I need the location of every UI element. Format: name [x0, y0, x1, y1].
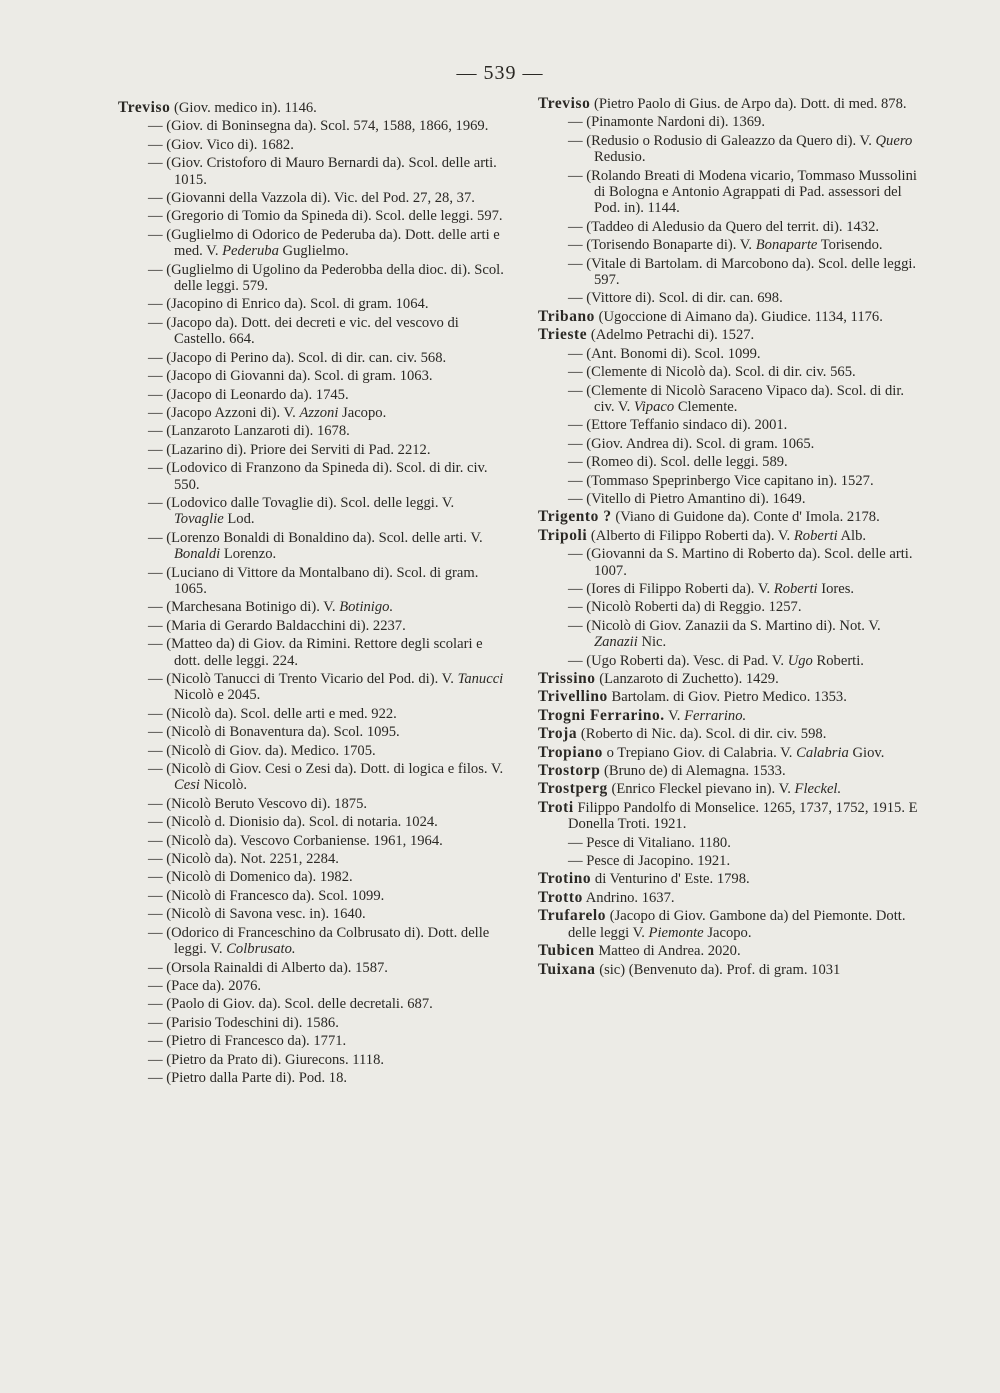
entry-text: — (Nicolò Roberti da) di Reggio. 1257.: [568, 599, 802, 616]
entry-text: — (Giovanni da S. Martino di Roberto da). Scol. delle arti. 1007.: [568, 546, 913, 579]
headword: Tropiano: [538, 743, 603, 761]
entry-text: — (Jacopo di Perino da). Scol. di dir. can. civ. 568.: [148, 349, 447, 366]
entry-text: — (Giov. di Boninsegna da). Scol. 574, 1588, 1866, 1969.: [148, 118, 489, 135]
entry-text-after: Torisendo.: [820, 237, 883, 254]
entry-text: (Adelmo Petrachi di). 1527.: [590, 327, 755, 344]
entry-subline: [118, 350, 506, 366]
entry-text-after: Nic.: [641, 634, 667, 651]
entry-headword-line: [538, 96, 928, 112]
headword: Trostperg: [538, 780, 608, 798]
entry-subline: [118, 618, 506, 634]
headword: Treviso: [118, 99, 171, 116]
headword: Treviso: [538, 95, 591, 112]
entry-text: — (Rolando Breati di Modena vicario, Tommaso Mussolini di Bologna e Antonio Agrappati di Pad. assessori del Pod. in). 1144.: [568, 167, 917, 217]
entry-headword-line: [538, 962, 928, 978]
entry-subline: [118, 227, 506, 260]
headword: Trostorp: [538, 762, 601, 780]
entry-headword-line: [538, 745, 928, 761]
cross-reference: Bonaparte: [755, 237, 818, 254]
entry-text: (sic) (Benvenuto da). Prof. di gram. 1031: [599, 961, 841, 978]
entry-text: — (Clemente di Nicolò da). Scol. di dir. civ. 565.: [568, 364, 856, 381]
entry-subline: [538, 853, 928, 869]
entry-text: — (Nicolò da). Vescovo Corbaniense. 1961, 1964.: [148, 832, 443, 849]
entry-text-after: Jacopo.: [342, 404, 387, 421]
entry-subline: [118, 1052, 506, 1068]
entry-subline: [118, 599, 506, 615]
entry-subline: [118, 761, 506, 794]
entry-headword-line: [538, 943, 928, 959]
entry-text-after: Nicolò e 2045.: [174, 687, 261, 704]
entry-text: — (Taddeo di Aledusio da Quero del territ. di). 1432.: [568, 218, 880, 235]
entry-subline: [118, 724, 506, 740]
entry-subline: [118, 530, 506, 563]
entry-headword-line: [538, 327, 928, 343]
entry-subline: [538, 219, 928, 235]
entry-text: — (Maria di Gerardo Baldacchini di). 2237.: [148, 617, 406, 634]
left-column: [118, 98, 506, 1088]
entry-text: — Pesce di Jacopino. 1921.: [568, 853, 731, 870]
entry-text: — (Odorico di Franceschino da Colbrusato di). Dott. delle leggi. V.: [148, 924, 490, 958]
entry-subline: [118, 1033, 506, 1049]
right-column: [538, 94, 928, 980]
entry-text: Andrino. 1637.: [585, 889, 675, 906]
entry-text: — (Jacopo di Giovanni da). Scol. di gram. 1063.: [148, 368, 433, 385]
entry-headword-line: [538, 708, 928, 724]
entry-text: (Lanzaroto di Zuchetto). 1429.: [599, 671, 779, 687]
entry-subline: [118, 368, 506, 384]
entry-headword-line: [118, 100, 506, 116]
entry-subline: [118, 423, 506, 439]
entry-text: — (Nicolò di Francesco da). Scol. 1099.: [148, 887, 385, 904]
headword: Tribano: [538, 307, 595, 325]
cross-reference: Roberti: [773, 580, 818, 597]
entry-text: — Pesce di Vitaliano. 1180.: [568, 834, 731, 851]
entry-text: — (Orsola Rainaldi di Alberto da). 1587.: [148, 959, 388, 976]
entry-text: — (Nicolò di Domenico da). 1982.: [148, 869, 353, 886]
entry-text: — (Redusio o Rodusio di Galeazzo da Quero di). V.: [568, 132, 872, 149]
entry-text: — (Jacopino di Enrico da). Scol. di gram. 1064.: [148, 296, 429, 313]
entry-text: — (Jacopo di Leonardo da). 1745.: [148, 386, 349, 403]
cross-reference: Ugo: [787, 652, 813, 669]
cross-reference: Vipaco: [633, 398, 675, 415]
entry-text: — (Paolo di Giov. da). Scol. delle decretali. 687.: [148, 996, 433, 1013]
cross-reference: Cesi: [174, 777, 200, 794]
cross-reference: Quero: [875, 132, 913, 149]
entry-headword-line: [538, 800, 928, 833]
entry-subline: [118, 495, 506, 528]
entry-text: — (Nicolò Beruto Vescovo di). 1875.: [148, 795, 368, 812]
entry-subline: [538, 256, 928, 289]
entry-text: — (Marchesana Botinigo di). V.: [148, 599, 336, 616]
entry-text: — (Jacopo Azzoni di). V.: [148, 404, 296, 421]
entry-subline: [118, 262, 506, 295]
entry-subline: [118, 405, 506, 421]
entry-text-after: Giov.: [852, 744, 885, 761]
cross-reference: Azzoni: [299, 404, 339, 421]
entry-subline: [538, 114, 928, 130]
entry-text: — (Lazarino di). Priore dei Serviti di Pad. 2212.: [148, 441, 431, 458]
entry-subline: [538, 546, 928, 579]
entry-text: — (Guglielmo di Ugolino da Pederobba della dioc. di). Scol. delle leggi. 579.: [148, 261, 504, 295]
entry-text-after: Iores.: [821, 580, 855, 597]
entry-text: — (Lorenzo Bonaldi di Bonaldino da). Scol. delle arti. V.: [148, 529, 483, 546]
headword: Trigento ?: [538, 508, 612, 526]
entry-text: — (Iores di Filippo Roberti da). V.: [568, 580, 771, 597]
entry-text: — (Matteo da) di Giov. da Rimini. Rettore degli scolari e dott. delle leggi. 224.: [148, 636, 483, 669]
entry-subline: [118, 387, 506, 403]
entry-text-after: Nicolò.: [203, 777, 247, 794]
entry-headword-line: [538, 781, 928, 797]
entry-text: — (Nicolò di Giov. da). Medico. 1705.: [148, 742, 376, 759]
headword: Troti: [538, 798, 574, 816]
entry-subline: [118, 706, 506, 722]
entry-text: — (Nicolò Tanucci di Trento Vicario del Pod. di). V.: [148, 671, 454, 687]
entry-subline: [118, 442, 506, 458]
entry-subline: [118, 960, 506, 976]
entry-text: — (Vitello di Pietro Amantino di). 1649.: [568, 490, 806, 507]
entry-text: — (Lodovico di Franzono da Spineda di). Scol. di dir. civ. 550.: [148, 460, 488, 493]
entry-text: — (Nicolò d. Dionisio da). Scol. di notaria. 1024.: [148, 814, 438, 831]
entry-text: (Alberto di Filippo Roberti da). V.: [590, 527, 791, 544]
entry-subline: [118, 925, 506, 958]
entry-text: — (Ettore Teffanio sindaco di). 2001.: [568, 417, 788, 434]
entry-headword-line: [538, 871, 928, 887]
entry-subline: [538, 364, 928, 380]
entry-text: — (Nicolò di Giov. Zanazii da S. Martino di). Not. V.: [568, 617, 881, 634]
entry-subline: [118, 996, 506, 1012]
entry-text: — (Pietro di Francesco da). 1771.: [148, 1033, 347, 1050]
page-number: — 539 —: [456, 62, 544, 84]
entry-subline: [538, 599, 928, 615]
headword: Tripoli: [538, 526, 588, 544]
entry-subline: [118, 833, 506, 849]
entry-text: (Pietro Paolo di Gius. de Arpo da). Dott. di med. 878.: [594, 96, 907, 112]
entry-subline: [118, 888, 506, 904]
entry-text-after: Guglielmo.: [282, 243, 349, 260]
entry-text: — (Giov. Andrea di). Scol. di gram. 1065.: [568, 435, 815, 452]
entry-text: (Roberto di Nic. da). Scol. di dir. civ. 598.: [580, 726, 827, 743]
entry-text: — (Nicolò di Bonaventura da). Scol. 1095.: [148, 724, 400, 741]
entry-headword-line: [538, 671, 928, 687]
entry-text: — (Luciano di Vittore da Montalbano di). Scol. di gram. 1065.: [148, 564, 479, 597]
entry-text: o Trepiano Giov. di Calabria. V.: [606, 744, 793, 761]
entry-subline: [538, 835, 928, 851]
entry-text: — (Vitale di Bartolam. di Marcobono da). Scol. delle leggi. 597.: [568, 255, 917, 289]
cross-reference: Piemonte: [648, 924, 704, 941]
entry-text-after: Jacopo.: [707, 924, 752, 941]
entry-subline: [118, 869, 506, 885]
entry-subline: [538, 473, 928, 489]
entry-text: — (Gregorio di Tomio da Spineda di). Scol. delle leggi. 597.: [148, 208, 503, 225]
entry-text: — (Romeo di). Scol. delle leggi. 589.: [568, 454, 788, 471]
entry-text: — (Nicolò di Giov. Cesi o Zesi da). Dott. di logica e filos. V.: [148, 761, 504, 778]
entry-text: Matteo di Andrea. 2020.: [598, 943, 741, 960]
entry-subline: [538, 383, 928, 416]
entry-subline: [538, 454, 928, 470]
entry-text: — (Pietro dalla Parte di). Pod. 18.: [148, 1069, 348, 1086]
entry-text: — (Pietro da Prato di). Giurecons. 1118.: [148, 1051, 385, 1068]
headword: Trissino: [538, 670, 596, 687]
entry-subline: [538, 168, 928, 217]
entry-headword-line: [538, 726, 928, 742]
entry-subline: [118, 296, 506, 312]
cross-reference: Ferrarino.: [684, 707, 747, 724]
entry-subline: [118, 137, 506, 153]
headword: Tuixana: [538, 960, 596, 978]
headword: Trotino: [538, 870, 592, 888]
entry-text: (Viano di Guidone da). Conte d' Imola. 2178.: [615, 509, 880, 526]
entry-text: di Venturino d' Este. 1798.: [594, 871, 750, 888]
entry-subline: [118, 814, 506, 830]
cross-reference: Tanucci: [457, 671, 504, 687]
entry-subline: [538, 436, 928, 452]
entry-text: — (Nicolò di Savona vesc. in). 1640.: [148, 906, 366, 923]
headword: Trotto: [538, 888, 583, 906]
cross-reference: Bonaldi: [174, 546, 221, 563]
entry-subline: [118, 208, 506, 224]
entry-subline: [538, 290, 928, 306]
entry-headword-line: [538, 509, 928, 525]
entry-subline: [118, 978, 506, 994]
entry-text: — (Parisio Todeschini di). 1586.: [148, 1014, 339, 1031]
headword: Tubicen: [538, 942, 595, 960]
entry-subline: [118, 460, 506, 493]
entry-subline: [538, 491, 928, 507]
entry-subline: [118, 1070, 506, 1086]
cross-reference: Tovaglie: [174, 511, 224, 528]
entry-headword-line: [538, 309, 928, 325]
entry-text: — (Pace da). 2076.: [148, 977, 262, 994]
entry-text: — (Pinamonte Nardoni di). 1369.: [568, 114, 765, 131]
entry-text: Bartolam. di Giov. Pietro Medico. 1353.: [611, 689, 847, 706]
entry-subline: [118, 190, 506, 206]
entry-text: — (Ant. Bonomi di). Scol. 1099.: [568, 345, 761, 362]
entry-subline: [118, 315, 506, 348]
entry-text-after: Redusio.: [594, 149, 646, 166]
entry-text: — (Guglielmo di Odorico de Pederuba da). Dott. delle arti e med. V.: [148, 226, 500, 260]
entry-subline: [118, 851, 506, 867]
entry-headword-line: [538, 689, 928, 705]
entry-text-after: Roberti.: [816, 652, 864, 669]
entry-subline: [538, 581, 928, 597]
entry-text-after: Alb.: [840, 527, 867, 544]
cross-reference: Botinigo.: [339, 599, 394, 616]
cross-reference: Pederuba: [222, 243, 279, 260]
entry-text-after: Lod.: [227, 511, 255, 528]
entry-text: (Bruno de) di Alemagna. 1533.: [604, 763, 786, 780]
entry-headword-line: [538, 908, 928, 941]
entry-text: (Giov. medico in). 1146.: [174, 100, 317, 116]
headword: Trivellino: [538, 688, 608, 706]
entry-subline: [118, 565, 506, 598]
cross-reference: Zanazii: [594, 634, 638, 651]
entry-text: — (Ugo Roberti da). Vesc. di Pad. V.: [568, 652, 785, 669]
entry-text: V.: [668, 707, 681, 724]
entry-headword-line: [538, 528, 928, 544]
entry-subline: [538, 618, 928, 651]
entry-text: — (Giov. Cristoforo di Mauro Bernardi da). Scol. delle arti. 1015.: [148, 155, 497, 188]
entry-subline: [538, 653, 928, 669]
entry-subline: [118, 155, 506, 188]
cross-reference: Colbrusato.: [226, 941, 296, 958]
entry-subline: [538, 417, 928, 433]
entry-text: — (Giov. Vico di). 1682.: [148, 136, 294, 153]
headword: Trieste: [538, 326, 588, 344]
entry-text: (Jacopo di Giov. Gambone da) del Piemonte. Dott. delle leggi V.: [568, 908, 906, 941]
entry-text: — (Tommaso Speprinbergo Vice capitano in). 1527.: [568, 472, 874, 489]
entry-headword-line: [538, 763, 928, 779]
entry-subline: [118, 1015, 506, 1031]
entry-text: — (Torisendo Bonaparte di). V.: [568, 237, 753, 254]
headword: Trogni Ferrarino.: [538, 706, 665, 724]
entry-text: (Ugoccione di Aimano da). Giudice. 1134, 1176.: [598, 308, 883, 325]
headword: Trufarelo: [538, 907, 607, 925]
entry-subline: [118, 906, 506, 922]
cross-reference: Calabria: [796, 744, 849, 761]
entry-text: (Enrico Fleckel pievano in). V.: [611, 781, 791, 798]
entry-text: — (Nicolò da). Scol. delle arti e med. 922.: [148, 705, 397, 722]
entry-text: — (Jacopo da). Dott. dei decreti e vic. del vescovo di Castello. 664.: [148, 314, 459, 348]
entry-text: — (Lanzaroto Lanzaroti di). 1678.: [148, 423, 350, 440]
entry-text-after: Lorenzo.: [223, 546, 277, 563]
entry-text: — (Clemente di Nicolò Saraceno Vipaco da). Scol. di dir. civ. V.: [568, 382, 905, 415]
headword: Troja: [538, 725, 578, 743]
entry-text: — (Nicolò da). Not. 2251, 2284.: [148, 851, 339, 868]
entry-subline: [118, 118, 506, 134]
entry-subline: [118, 796, 506, 812]
entry-text: — (Giovanni della Vazzola di). Vic. del Pod. 27, 28, 37.: [148, 190, 475, 207]
entry-subline: [538, 346, 928, 362]
entry-text-after: Clemente.: [677, 398, 738, 415]
entry-subline: [118, 636, 506, 669]
entry-headword-line: [538, 890, 928, 906]
entry-subline: [538, 237, 928, 253]
entry-subline: [538, 133, 928, 166]
entry-text: — (Vittore di). Scol. di dir. can. 698.: [568, 290, 783, 307]
cross-reference: Fleckel.: [794, 781, 842, 798]
cross-reference: Roberti: [793, 527, 838, 544]
entry-text: Filippo Pandolfo di Monselice. 1265, 1737, 1752, 1915. E Donella Troti. 1921.: [568, 799, 918, 833]
entry-text: — (Lodovico dalle Tovaglie di). Scol. delle leggi. V.: [148, 494, 455, 511]
entry-subline: [118, 743, 506, 759]
entry-subline: [118, 671, 506, 704]
